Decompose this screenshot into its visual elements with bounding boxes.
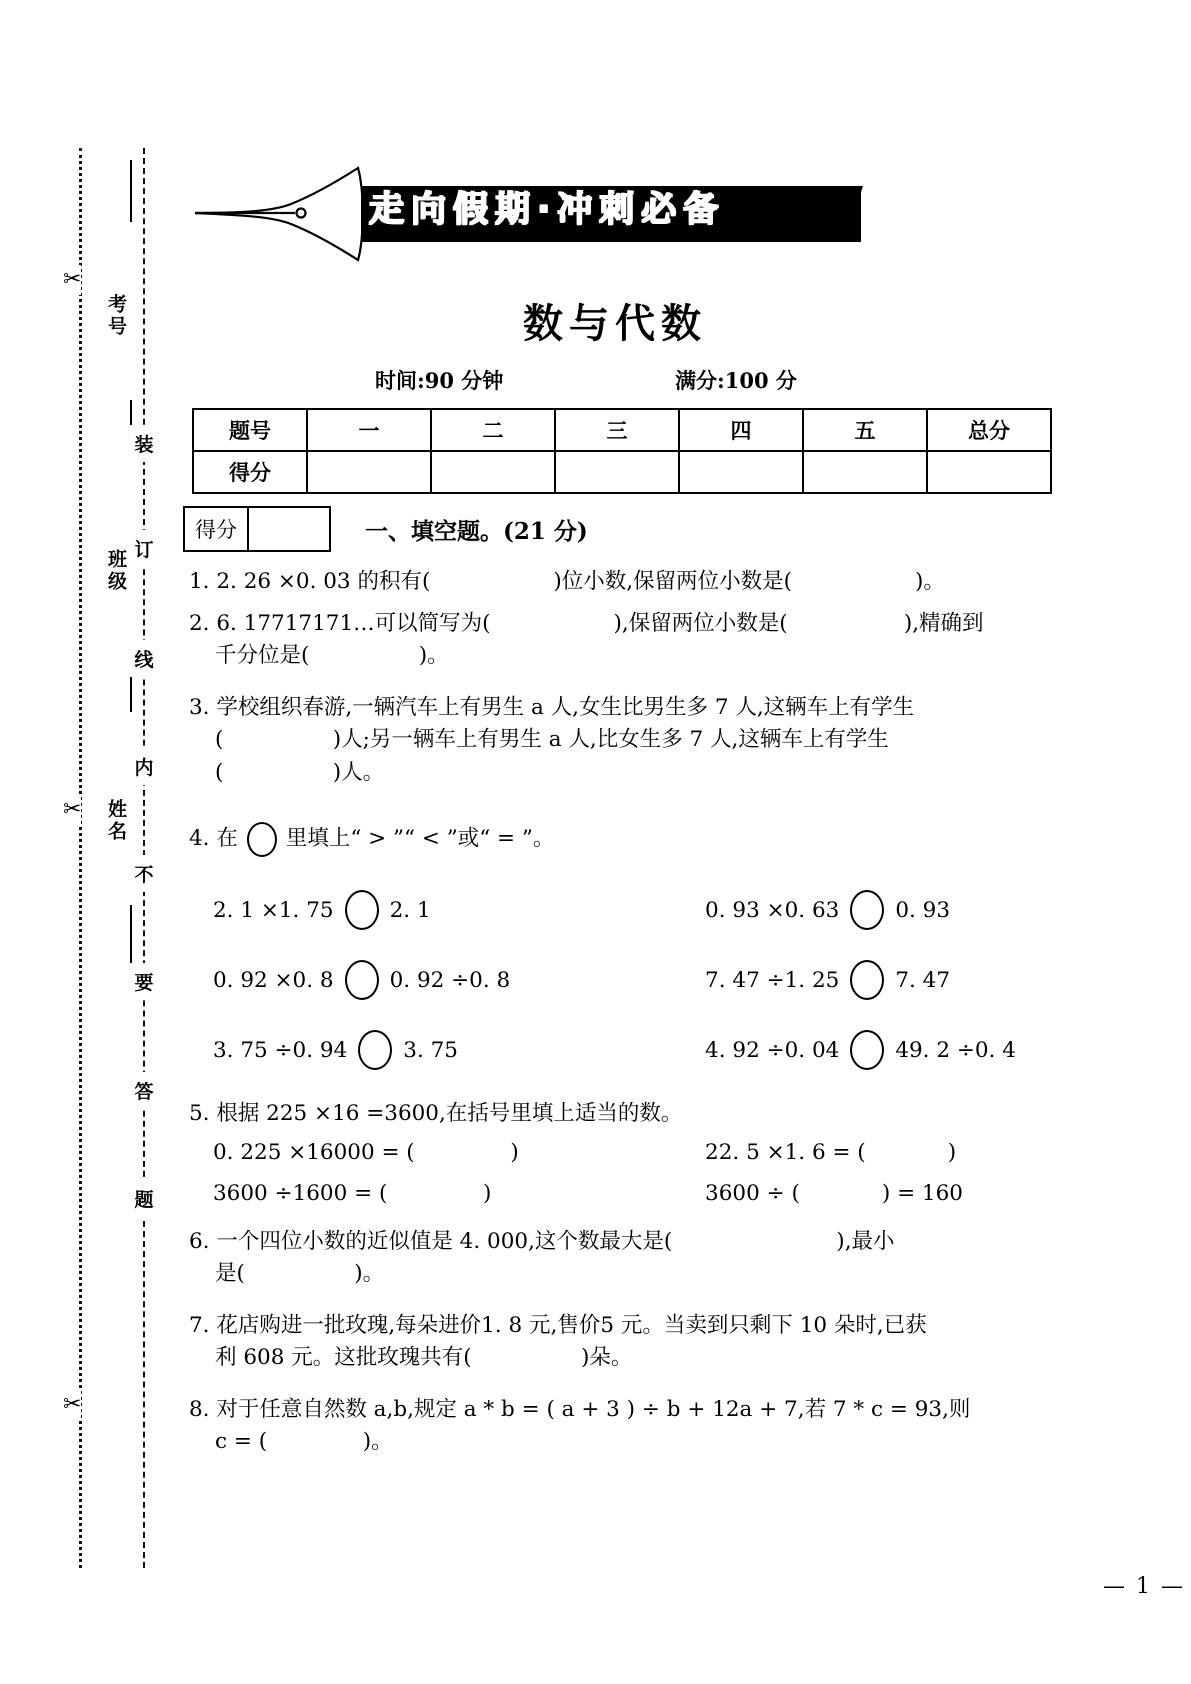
score-cell-1[interactable] bbox=[307, 451, 431, 493]
question-7 bbox=[189, 1310, 1069, 1375]
field-rule bbox=[130, 905, 132, 967]
section-score-box bbox=[183, 506, 331, 552]
compare-expr-left: 4. 92 ÷0. 04 bbox=[705, 1037, 840, 1063]
compare-row-1 bbox=[189, 890, 1079, 930]
question-1-line-1: 1. 2. 26 ×0. 03 的积有( )位小数,保留两位小数是( )。 bbox=[189, 569, 945, 594]
score-cell-3[interactable] bbox=[555, 451, 679, 493]
seal-char-1: 装 bbox=[128, 425, 160, 462]
compare-expr-left: 3. 75 ÷0. 94 bbox=[213, 1037, 348, 1063]
section-header-1 bbox=[183, 506, 1063, 552]
score-table-row-label-score: 得分 bbox=[193, 451, 307, 493]
score-table-col-total: 总分 bbox=[927, 409, 1051, 451]
page-title: 数与代数 bbox=[523, 300, 707, 347]
compare-circle-icon[interactable] bbox=[850, 960, 884, 1000]
equation-2: 22. 5 ×1. 6 = ( ) bbox=[705, 1140, 957, 1165]
section-title-1 bbox=[365, 513, 588, 546]
compare-expr-right: 49. 2 ÷0. 4 bbox=[895, 1037, 1016, 1063]
question-6-line-1: 6. 一个四位小数的近似值是 4. 000,这个数最大是( ),最小 bbox=[189, 1229, 895, 1254]
question-5 bbox=[189, 1098, 1069, 1130]
question-2 bbox=[189, 608, 1069, 673]
compare-expr-left: 7. 47 ÷1. 25 bbox=[705, 967, 840, 993]
header-banner bbox=[183, 160, 883, 270]
compare-expr-right: 0. 92 ÷0. 8 bbox=[389, 967, 511, 993]
seal-char-5: 不 bbox=[128, 855, 160, 892]
seal-char-4: 内 bbox=[128, 748, 160, 785]
compare-item-5 bbox=[189, 1030, 705, 1070]
scissors-icon: ✂ bbox=[63, 1390, 81, 1420]
question-8-line-1: 8. 对于任意自然数 a,b,规定 a * b = ( a + 3 ) ÷ b + 12a + 7,若 7 * c = 93,则 bbox=[189, 1397, 971, 1422]
compare-item-3 bbox=[189, 960, 705, 1000]
compare-expr-right: 0. 93 bbox=[895, 897, 951, 923]
question-7-line-1: 7. 花店购进一批玫瑰,每朵进价1. 8 元,售价5 元。当卖到只剩下 10 朵时,已获 bbox=[189, 1313, 927, 1338]
score-table-col-4: 四 bbox=[679, 409, 803, 451]
compare-item-4 bbox=[705, 960, 1079, 1000]
compare-circle-icon[interactable] bbox=[247, 822, 277, 857]
compare-expr-left: 2. 1 ×1. 75 bbox=[213, 897, 334, 923]
compare-circle-icon[interactable] bbox=[345, 890, 379, 930]
page-number: — 1 — bbox=[1103, 1574, 1185, 1599]
compare-expr-left: 0. 92 ×0. 8 bbox=[213, 967, 334, 993]
equation-3: 3600 ÷1600 = ( ) bbox=[213, 1181, 492, 1206]
compare-expr-left: 0. 93 ×0. 63 bbox=[705, 897, 840, 923]
left-margin bbox=[0, 0, 175, 1684]
scissors-icon: ✂ bbox=[63, 265, 81, 295]
exam-meta bbox=[375, 365, 1055, 395]
field-rule bbox=[130, 160, 132, 222]
field-label-exam-number: 考号 bbox=[96, 290, 130, 342]
question-8-line-2: c = ( )。 bbox=[215, 1429, 393, 1455]
question-2-line-1: 2. 6. 17717171…可以简写为( ),保留两位小数是( ),精确到 bbox=[189, 611, 984, 636]
field-label-class: 班级 bbox=[96, 545, 130, 597]
question-3 bbox=[189, 692, 1069, 789]
exam-full-score: 满分:100 分 bbox=[675, 368, 797, 393]
table-row-scores bbox=[193, 451, 1051, 493]
score-table-col-2: 二 bbox=[431, 409, 555, 451]
score-table-row-label-number: 题号 bbox=[193, 409, 307, 451]
question-7-line-2: 利 608 元。这批玫瑰共有( )朵。 bbox=[215, 1345, 633, 1371]
banner-title: 走向假期·冲刺必备 bbox=[369, 190, 726, 230]
equation-1: 0. 225 ×16000 = ( ) bbox=[213, 1140, 519, 1165]
compare-expr-right: 3. 75 bbox=[403, 1037, 458, 1063]
cut-line-dotted bbox=[79, 148, 82, 1568]
question-6 bbox=[189, 1226, 1069, 1291]
question-1 bbox=[189, 566, 1069, 598]
score-table bbox=[192, 408, 1052, 494]
compare-row-3 bbox=[189, 1030, 1079, 1070]
section-score-input[interactable] bbox=[249, 508, 329, 550]
compare-circle-icon[interactable] bbox=[358, 1030, 392, 1070]
question-6-line-2: 是( )。 bbox=[215, 1261, 385, 1287]
compare-item-2 bbox=[705, 890, 1079, 930]
compare-expr-right: 2. 1 bbox=[389, 897, 431, 923]
seal-char-6: 要 bbox=[128, 963, 160, 1000]
score-table-col-3: 三 bbox=[555, 409, 679, 451]
section-score-label: 得分 bbox=[185, 508, 249, 550]
score-cell-total[interactable] bbox=[927, 451, 1051, 493]
seal-char-3: 线 bbox=[128, 640, 160, 677]
equation-4: 3600 ÷ ( ) = 160 bbox=[705, 1181, 963, 1206]
score-cell-4[interactable] bbox=[679, 451, 803, 493]
compare-item-1 bbox=[189, 890, 705, 930]
compare-circle-icon[interactable] bbox=[850, 1030, 884, 1070]
compare-row-2 bbox=[189, 960, 1079, 1000]
question-5-line-1: 5. 根据 225 ×16 =3600,在括号里填上适当的数。 bbox=[189, 1101, 683, 1126]
score-table-col-5: 五 bbox=[803, 409, 927, 451]
seal-char-2: 订 bbox=[128, 530, 160, 567]
question-8 bbox=[189, 1394, 1069, 1459]
compare-circle-icon[interactable] bbox=[345, 960, 379, 1000]
question-5-equations-row-1 bbox=[189, 1140, 1079, 1165]
field-label-name: 姓名 bbox=[96, 795, 130, 847]
exam-page bbox=[175, 0, 1191, 1684]
question-3-line-1: 3. 学校组织春游,一辆汽车上有男生 a 人,女生比男生多 7 人,这辆车上有学生 bbox=[189, 695, 915, 720]
score-cell-5[interactable] bbox=[803, 451, 927, 493]
question-3-line-2: ( )人;另一辆车上有男生 a 人,比女生多 7 人,这辆车上有学生 bbox=[215, 727, 889, 753]
question-3-line-3: ( )人。 bbox=[215, 759, 385, 785]
seal-char-8: 题 bbox=[128, 1180, 160, 1217]
question-4-suffix: 里填上“ > ”“ < ”或“ = ”。 bbox=[285, 826, 555, 852]
seal-char-7: 答 bbox=[128, 1072, 160, 1109]
compare-expr-right: 7. 47 bbox=[895, 967, 951, 993]
question-2-line-2: 千分位是( )。 bbox=[215, 643, 449, 669]
question-5-equations-row-2 bbox=[189, 1181, 1079, 1206]
section-title-text: 一、填空题。 bbox=[365, 518, 503, 545]
compare-circle-icon[interactable] bbox=[850, 890, 884, 930]
exam-duration: 时间:90 分钟 bbox=[375, 368, 504, 393]
question-4 bbox=[189, 822, 1069, 857]
compare-item-6 bbox=[705, 1030, 1079, 1070]
section-points: (21 分) bbox=[503, 518, 588, 545]
question-4-prefix: 4. 在 bbox=[189, 826, 238, 852]
score-table-col-1: 一 bbox=[307, 409, 431, 451]
scissors-icon: ✂ bbox=[63, 795, 81, 825]
table-row-header bbox=[193, 409, 1051, 451]
score-cell-2[interactable] bbox=[431, 451, 555, 493]
